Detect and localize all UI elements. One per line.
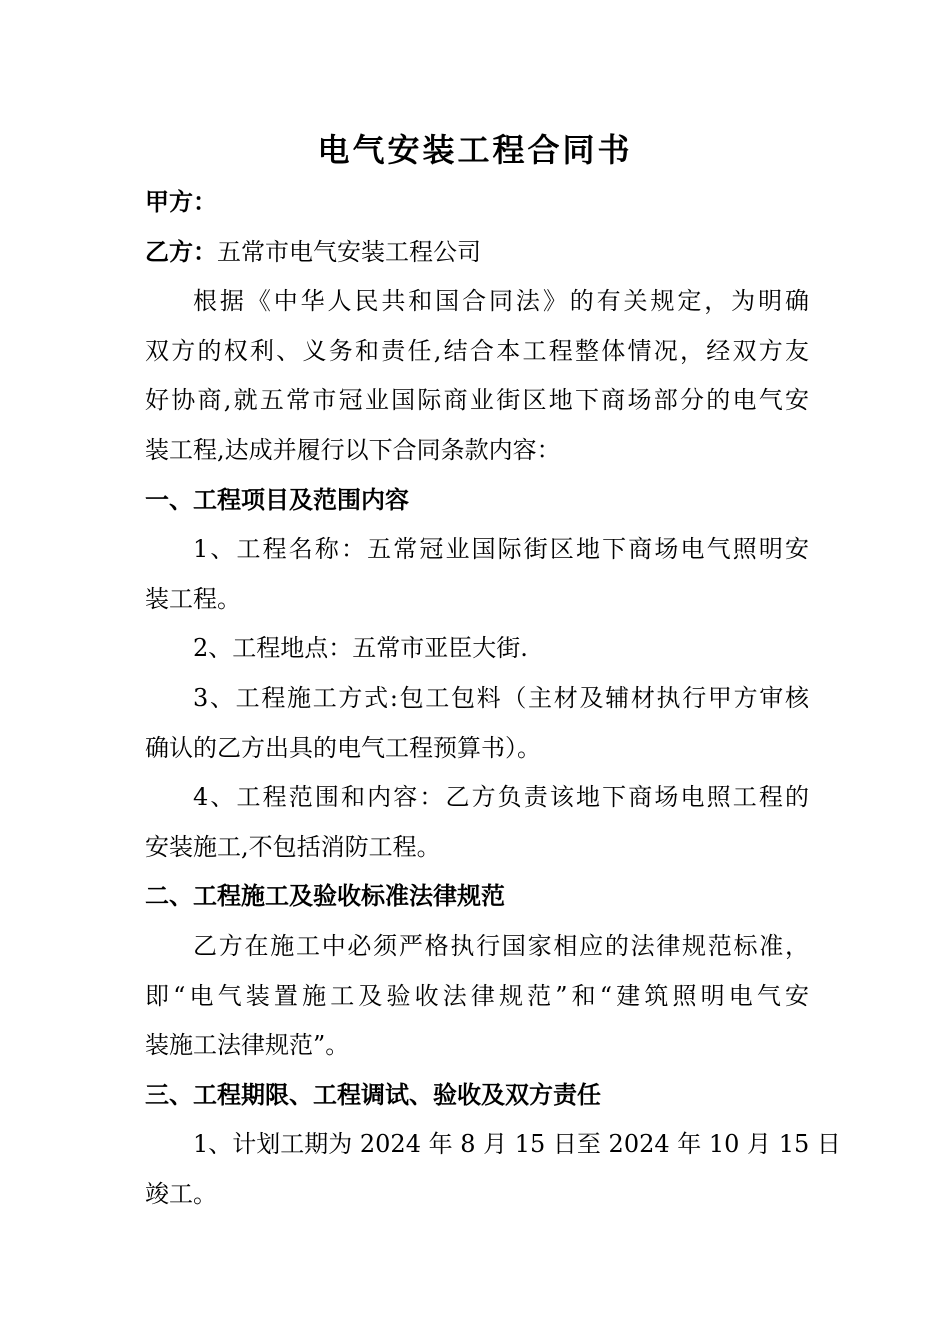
section-2-paragraph-line: 乙方在施工中必须严格执行国家相应的法律规范标准， — [193, 931, 809, 960]
section-1-heading: 一、工程项目及范围内容 — [145, 485, 409, 514]
preamble-line: 双方的权利、义务和责任,结合本工程整体情况，经双方友 — [145, 336, 809, 365]
section-1-item-2-line: 2、工程地点：五常市亚臣大街. — [193, 634, 528, 663]
section-3-heading: 三、工程期限、工程调试、验收及双方责任 — [145, 1080, 601, 1109]
section-1-item-4-line: 安装施工,不包括消防工程。 — [145, 832, 441, 861]
preamble-line: 根据《中华人民共和国合同法》的有关规定，为明确 — [193, 287, 809, 316]
party-a-line — [145, 178, 809, 228]
section-3-item-1-line: 竣工。 — [145, 1179, 217, 1208]
preamble-line: 装工程,达成并履行以下合同条款内容： — [145, 435, 561, 464]
party-b-line — [145, 228, 809, 278]
party-b-label: 乙方： — [145, 237, 217, 266]
section-1-item-4-line: 4、工程范围和内容：乙方负责该地下商场电照工程的 — [193, 783, 809, 812]
party-b-value: 五常市电气安装工程公司 — [217, 237, 481, 266]
section-2-paragraph-line: 装施工法律规范”。 — [145, 1031, 350, 1060]
section-1-item-3-line: 确认的乙方出具的电气工程预算书）。 — [145, 733, 541, 762]
party-a-label: 甲方： — [145, 188, 217, 216]
preamble-line: 好协商,就五常市冠业国际商业街区地下商场部分的电气安 — [145, 386, 809, 415]
section-1-item-1-line: 1、工程名称：五常冠业国际街区地下商场电气照明安 — [193, 535, 809, 564]
section-1-item-3-line: 3、工程施工方式:包工包料（主材及辅材执行甲方审核 — [193, 683, 809, 712]
section-2-heading: 二、工程施工及验收标准法律规范 — [145, 882, 505, 911]
section-2-paragraph-line: 即“电气装置施工及验收法律规范”和“建筑照明电气安 — [145, 981, 809, 1010]
document-title: 电气安装工程合同书 — [317, 131, 633, 169]
section-3-item-1-line: 1、计划工期为 2024 年 8 月 15 日至 2024 年 10 月 15 日 — [193, 1130, 841, 1159]
document-body — [145, 178, 841, 1219]
section-1-item-1-line: 装工程。 — [145, 584, 241, 613]
